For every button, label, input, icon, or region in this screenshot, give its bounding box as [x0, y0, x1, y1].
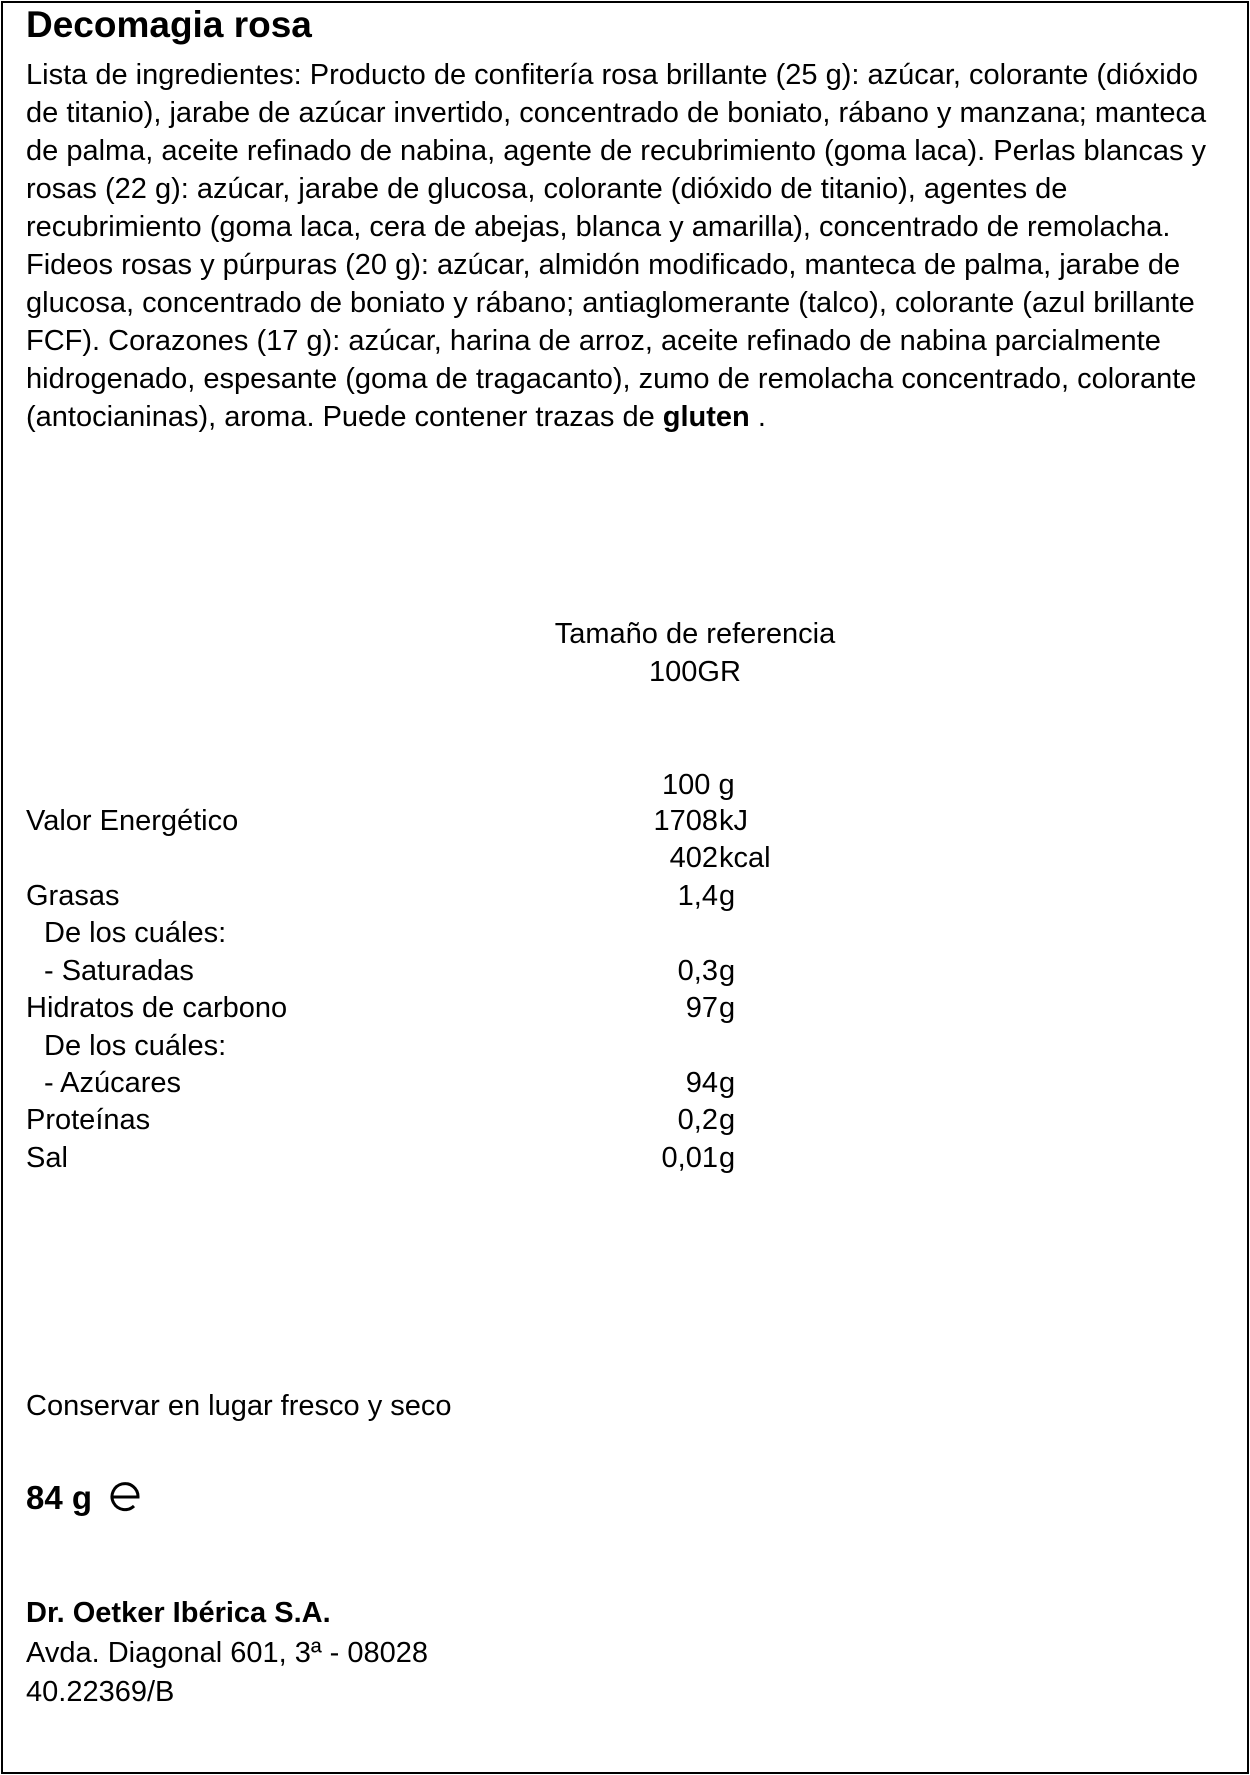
reference-size-label: Tamaño de referencia [554, 618, 836, 650]
nutrition-row-fat-value: 1,4 [677, 880, 718, 912]
allergen-gluten: gluten [662, 401, 750, 433]
nutrition-row-carbs-unit: g [719, 992, 736, 1024]
nutrition-row-energy-kcal-value: 402 [669, 842, 718, 874]
reference-size-value: 100GR [649, 656, 741, 688]
product-title: Decomagia rosa [26, 4, 312, 45]
company-name: Dr. Oetker Ibérica S.A. [26, 1597, 331, 1629]
nutrition-row-saturates-value: 0,3 [677, 955, 718, 987]
nutrition-column-header: 100 g [662, 769, 735, 801]
nutrition-row-carbs-label: Hidratos de carbono [26, 992, 288, 1024]
nutrition-row-saturates-unit: g [719, 955, 736, 987]
nutrition-row-fat-of-which-label: De los cuáles: [44, 917, 227, 949]
nutrition-row-energy-kcal-unit: kcal [719, 842, 771, 874]
estimated-sign-icon [108, 1477, 142, 1515]
ingredients-end: . [749, 401, 766, 433]
nutrition-row-salt-value: 0,01 [661, 1142, 718, 1174]
nutrition-row-protein-label: Proteínas [26, 1104, 151, 1136]
nutrition-row-sugars-value: 94 [685, 1067, 718, 1099]
nutrition-row-salt-unit: g [719, 1142, 736, 1174]
nutrition-row-carbs-value: 97 [685, 992, 718, 1024]
nutrition-row-carbs-of-which-label: De los cuáles: [44, 1030, 227, 1062]
nutrition-row-fat-label: Grasas [26, 880, 120, 912]
ingredients-list [26, 56, 1236, 436]
nutrition-row-energy-kj-value: 1708 [653, 805, 718, 837]
nutrition-row-sugars-unit: g [719, 1067, 736, 1099]
nutrition-row-fat-unit: g [719, 880, 736, 912]
nutrition-row-energy-label: Valor Energético [26, 805, 239, 837]
company-registry: 40.22369/B [26, 1676, 175, 1708]
nutrition-row-saturates-label: - Saturadas [44, 955, 194, 987]
ingredients-text: Lista de ingredientes: Producto de confitería rosa brillante (25 g): azúcar, colorante (dióxido de titanio), jarabe de azúcar invertido, concentrado de boniato, rábano y manzana; manteca de palma, aceite refinado de nabina, agente de recubrimiento (goma laca). Perlas blancas y rosas (22 g): azúcar, jarabe de glucosa, colorante (dióxido de titanio), agentes de recubrimiento (goma laca, cera de abejas, blanca y amarilla), concentrado de remolacha. Fideos rosas y púrpuras (20 g): azúcar, almidón modificado, manteca de palma, jarabe de glucosa, concentrado de boniato y rábano; antiaglomerante (talco), colorante (azul brillante FCF). Corazones (17 g): azúcar, harina de arroz, aceite refinado de nabina parcialmente hidrogenado, espesante (goma de tragacanto), zumo de remolacha concentrado, colorante (antocianinas), aroma. Puede contener trazas de [26, 59, 1207, 433]
nutrition-row-energy-kj-unit: kJ [719, 805, 748, 837]
nutrition-row-salt-label: Sal [26, 1142, 68, 1174]
storage-instructions: Conservar en lugar fresco y seco [26, 1390, 452, 1422]
nutrition-row-protein-unit: g [719, 1104, 736, 1136]
nutrition-row-sugars-label: - Azúcares [44, 1067, 181, 1099]
company-address: Avda. Diagonal 601, 3ª - 08028 [26, 1637, 428, 1669]
nutrition-row-protein-value: 0,2 [677, 1104, 718, 1136]
net-weight: 84 g [26, 1479, 93, 1516]
